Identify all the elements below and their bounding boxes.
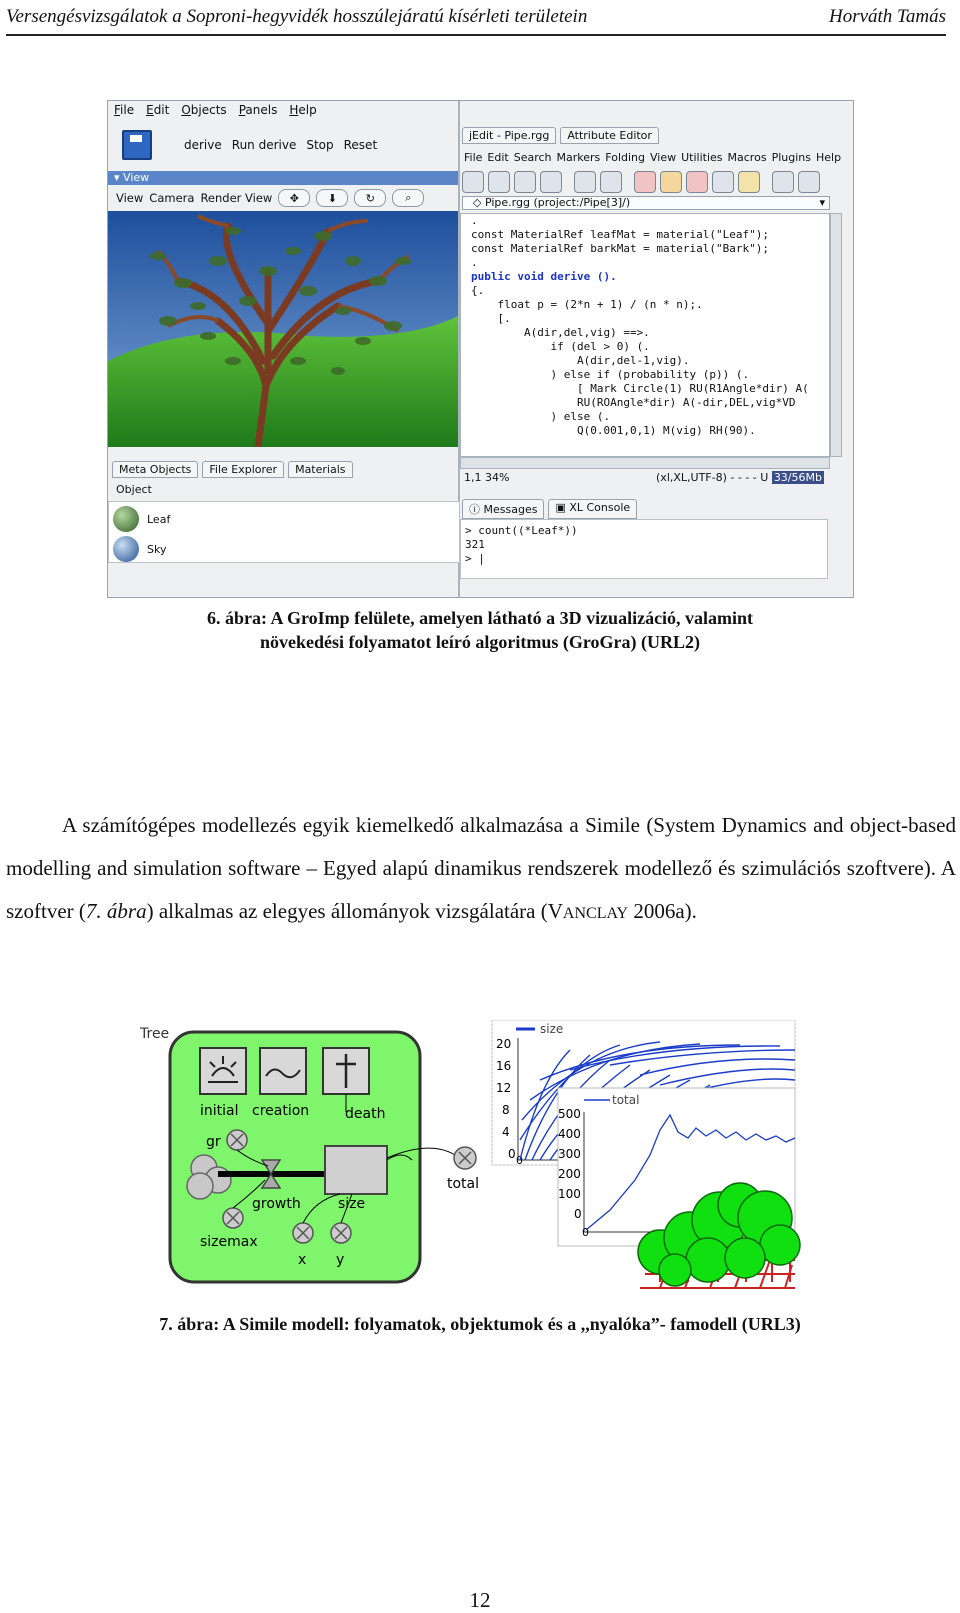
tab-xl-console[interactable]: ▣ XL Console — [548, 499, 637, 519]
view-panel-title: ▾ View — [108, 171, 458, 185]
size-compartment — [325, 1146, 387, 1194]
para-part5: 2006a). — [628, 899, 697, 923]
zoom-icon[interactable]: ⌕ — [392, 189, 424, 207]
editor-menu-folding[interactable]: Folding — [605, 151, 646, 164]
console-line: > | — [465, 552, 485, 565]
find-next-icon[interactable] — [798, 171, 820, 193]
code-editor[interactable] — [460, 213, 830, 457]
encoding-status: (xl,XL,UTF-8) - - - - U — [656, 471, 769, 484]
total-ytick: 500 — [558, 1107, 581, 1121]
file-path-selector[interactable]: ◇ Pipe.rgg (project:/Pipe[3]/) ▾ — [462, 196, 830, 210]
memory-status: 33/56Mb — [773, 471, 822, 484]
console-line: 321 — [465, 538, 485, 551]
groimp-screenshot — [107, 100, 854, 598]
print-preview-icon[interactable] — [600, 171, 622, 193]
initial-icon — [200, 1048, 246, 1094]
console-tabs — [462, 499, 637, 519]
code-line: . — [471, 256, 478, 269]
code-line: if (del > 0) (. — [471, 340, 650, 353]
simile-figure — [140, 1020, 805, 1298]
paste-icon[interactable] — [738, 171, 760, 193]
print-icon[interactable] — [574, 171, 596, 193]
para-part3: ) alkalmas az elegyes állományok vizsgálatára (V — [146, 899, 563, 923]
node-creation: creation — [252, 1103, 310, 1119]
editor-menu-macros[interactable]: Macros — [727, 151, 767, 164]
code-line: {. — [471, 284, 485, 297]
code-line: RU(ROAngle*dir) A(-dir,DEL,vig*VD — [471, 396, 796, 409]
figure6-caption — [0, 606, 960, 654]
tab-attribute-editor[interactable]: Attribute Editor — [560, 127, 659, 144]
author-smallcaps: ANCLAY — [562, 905, 629, 922]
code-line: . — [471, 214, 478, 227]
code-line: const MaterialRef barkMat = material("Bark"); — [471, 242, 770, 255]
editor-menu-help[interactable]: Help — [815, 151, 842, 164]
save-icon[interactable] — [122, 130, 152, 160]
list-item[interactable] — [113, 506, 170, 532]
view-menu-camera[interactable]: Camera — [149, 191, 195, 205]
node-growth: growth — [252, 1196, 301, 1212]
materials-list[interactable] — [108, 501, 460, 563]
node-initial: initial — [200, 1103, 239, 1119]
save-file-icon[interactable] — [540, 171, 562, 193]
code-line: const MaterialRef leafMat = material("Leaf"); — [471, 228, 770, 241]
editor-status-bar — [460, 471, 828, 485]
tab-meta-objects[interactable]: Meta Objects — [112, 461, 198, 478]
groimp-menubar — [108, 101, 464, 119]
cursor-position: 1,1 34% — [464, 471, 510, 484]
figure7-caption: 7. ábra: A Simile modell: folyamatok, objektumok és a ,,nyalóka”- famodell (URL3) — [159, 1314, 801, 1334]
groimp-toolbar — [108, 123, 458, 167]
menu-file[interactable]: File — [114, 103, 135, 117]
new-file-icon[interactable] — [462, 171, 484, 193]
code-line: Q(0.001,0,1) M(vig) RH(90). — [471, 424, 756, 437]
size-ytick: 16 — [496, 1059, 512, 1073]
total-ytick: 200 — [558, 1167, 581, 1181]
material-leaf: Leaf — [147, 512, 171, 526]
header-author: Horváth Tamás — [828, 6, 946, 27]
list-item[interactable] — [113, 536, 166, 562]
editor-menu-file[interactable]: File — [464, 151, 483, 164]
editor-menu-plugins[interactable]: Plugins — [771, 151, 811, 164]
editor-tabs — [462, 127, 659, 144]
size-ytick: 20 — [496, 1037, 512, 1051]
code-line: ) else (. — [471, 410, 611, 423]
view-menu-view[interactable]: View — [116, 191, 144, 205]
running-header — [6, 0, 946, 36]
tab-messages-label: Messages — [483, 503, 538, 516]
body-paragraph — [6, 804, 956, 935]
node-size: size — [338, 1196, 366, 1212]
tab-xl-console-label: XL Console — [569, 501, 631, 514]
size-ytick: 12 — [496, 1081, 512, 1095]
figure-ref: 7. ábra — [85, 899, 147, 923]
left-bottom-tabs — [112, 461, 353, 478]
rotate-icon[interactable]: ↻ — [354, 189, 386, 207]
console-line: > count((*Leaf*)) — [465, 524, 578, 537]
chevron-down-icon: ▾ — [819, 196, 825, 209]
code-line: A(dir,del-1,vig). — [471, 354, 690, 367]
size-ytick: 8 — [502, 1103, 510, 1117]
editor-menu-view[interactable]: View — [650, 151, 677, 164]
page-number: 12 — [469, 1588, 491, 1612]
node-total: total — [447, 1176, 480, 1192]
derive-button[interactable]: derive — [184, 138, 222, 152]
view-menu — [108, 187, 458, 209]
tree-label: Tree — [140, 1026, 170, 1042]
code-line: public void derive (). — [471, 270, 617, 283]
size-ytick: 4 — [502, 1125, 510, 1139]
leaf-material-icon — [113, 506, 139, 532]
code-line: float p = (2*n + 1) / (n * n);. — [471, 298, 703, 311]
para-part1: A számítógépes modellezés egyik kiemelkedő alkalmazása a Simile (System Dynamics and object-based modelling and simulation software – Egyed alapú dinamikus rendszerek modellező és szimulációs szoftvere). A szoftver ( — [6, 813, 956, 923]
menu-help[interactable]: Help — [289, 103, 317, 117]
total-xtick: 0 — [582, 1226, 589, 1239]
total-ytick: 400 — [558, 1127, 581, 1141]
xl-console[interactable] — [460, 519, 828, 579]
groimp-left-panel — [108, 101, 460, 597]
down-arrow-icon[interactable]: ⬇ — [316, 189, 348, 207]
figure6-caption-line1: 6. ábra: A GroImp felülete, amelyen látható a 3D vizualizáció, valamint — [206, 608, 754, 628]
size-ytick: 0 — [508, 1147, 516, 1161]
editor-menu-utilities[interactable]: Utilities — [681, 151, 723, 164]
horizontal-scrollbar[interactable] — [460, 457, 830, 469]
tab-messages[interactable]: ⓘ Messages — [462, 499, 544, 519]
total-ytick: 100 — [558, 1187, 581, 1201]
total-legend-label: total — [612, 1093, 640, 1107]
size-xtick: 0 — [516, 1154, 523, 1167]
editor-menubar — [464, 151, 841, 164]
size-legend-label: size — [540, 1022, 564, 1036]
node-x: x — [298, 1252, 307, 1268]
editor-menu-search[interactable]: Search — [513, 151, 552, 164]
figure6-caption-line2: növekedési folyamatot leíró algoritmus (GroGra) (URL2) — [259, 632, 701, 652]
paragraph-text — [6, 804, 956, 935]
vertical-scrollbar[interactable] — [830, 213, 842, 457]
tab-jedit[interactable]: jEdit - Pipe.rgg — [462, 127, 556, 144]
editor-toolbar — [462, 171, 820, 193]
menu-objects[interactable]: Objects — [181, 103, 227, 117]
total-ytick: 0 — [574, 1207, 582, 1221]
sky-material-icon — [113, 536, 139, 562]
object-header: Object — [116, 483, 152, 496]
code-line: A(dir,del,vig) ==>. — [471, 326, 650, 339]
node-y: y — [336, 1252, 345, 1268]
groimp-editor-panel — [460, 101, 853, 597]
tree-3d-view[interactable] — [108, 211, 458, 447]
undo-icon[interactable] — [634, 171, 656, 193]
find-icon[interactable] — [772, 171, 794, 193]
run-derive-button[interactable]: Run derive — [231, 138, 297, 152]
editor-menu-edit[interactable]: Edit — [487, 151, 509, 164]
move-icon[interactable]: ✥ — [278, 189, 310, 207]
tab-materials[interactable]: Materials — [288, 461, 352, 478]
copy-icon[interactable] — [712, 171, 734, 193]
stop-button[interactable]: Stop — [306, 138, 334, 152]
redo-icon[interactable] — [660, 171, 682, 193]
close-file-icon[interactable] — [514, 171, 536, 193]
file-path: Pipe.rgg (project:/Pipe[3]/) — [484, 196, 631, 209]
node-death: death — [345, 1106, 386, 1122]
view-menu-render[interactable]: Render View — [200, 191, 273, 205]
reset-button[interactable]: Reset — [343, 138, 378, 152]
tab-file-explorer[interactable]: File Explorer — [202, 461, 284, 478]
cut-icon[interactable] — [686, 171, 708, 193]
code-line: [ Mark Circle(1) RU(R1Angle*dir) A( — [471, 382, 809, 395]
material-sky: Sky — [147, 542, 167, 556]
total-ytick: 300 — [558, 1147, 581, 1161]
code-line: [. — [471, 312, 511, 325]
node-gr: gr — [206, 1134, 221, 1150]
header-title: Versengésvizsgálatok a Soproni-hegyvidék hosszúlejáratú kísérleti területein — [6, 6, 588, 27]
node-sizemax: sizemax — [200, 1234, 258, 1250]
editor-menu-markers[interactable]: Markers — [556, 151, 601, 164]
menu-edit[interactable]: Edit — [146, 103, 170, 117]
code-line: ) else if (probability (p)) (. — [471, 368, 750, 381]
menu-panels[interactable]: Panels — [238, 103, 278, 117]
open-file-icon[interactable] — [488, 171, 510, 193]
view-title: View — [123, 171, 150, 184]
